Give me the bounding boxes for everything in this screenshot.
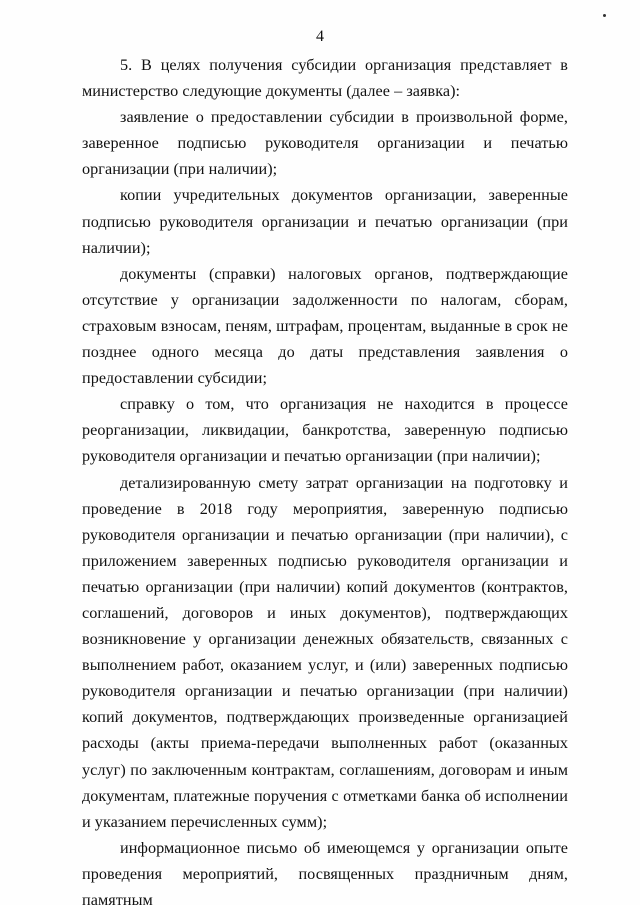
paragraph-cost-estimate: детализированную смету затрат организации на подготовку и проведение в 2018 году мероприятия, заверенную подписью руководителя организации и печатью организации (при наличии), с приложением заверенных подписью руководителя организации и печатью организации (при наличии) копий документов (контрактов, соглашений, договоров и иных документов), подтверждающих возникновение у организации денежных обязательств, связанных с выполнением работ, оказанием услуг, и (или) заверенных подписью руководителя организации и печатью организации (при наличии) копий документов, подтверждающих произведенные организацией расходы (акты приема-передачи выполненных работ (оказанных услуг) по заключенным контрактам, соглашениям, договорам и иным документам, платежные поручения с отметками банка об исполнении и указанием перечисленных сумм); [82,473,568,831]
paragraph-information-letter: информационное письмо об имеющемся у организации опыте проведения мероприятий, посвященных праздничным дням, памятным [82,838,568,909]
paragraph-reorganization-certificate: справку о том, что организация не находится в процессе реорганизации, ликвидации, банкротства, заверенную подписью руководителя организации и печатью организации (при наличии); [82,395,568,466]
page-number: 4 [316,28,324,45]
paragraph-tax-certificates: документы (справки) налоговых органов, подтверждающие отсутствие у организации задолженности по налогам, сборам, страховым взносам, пеням, штрафам, процентам, выданные в срок не позднее одного месяца до даты представления заявления о предоставлении субсидии; [82,264,568,388]
scan-speck [603,14,606,17]
document-body [82,52,568,913]
paragraph-charter-copies: копии учредительных документов организации, заверенные подписью руководителя организации и печатью организации (при наличии); [82,186,568,257]
paragraph-documents-list-intro: 5. В целях получения субсидии организация представляет в министерство следующие документы (далее – заявка): [82,56,568,101]
paragraph-application: заявление о предоставлении субсидии в произвольной форме, заверенное подписью руководителя организации и печатью организации (при наличии); [82,108,568,179]
